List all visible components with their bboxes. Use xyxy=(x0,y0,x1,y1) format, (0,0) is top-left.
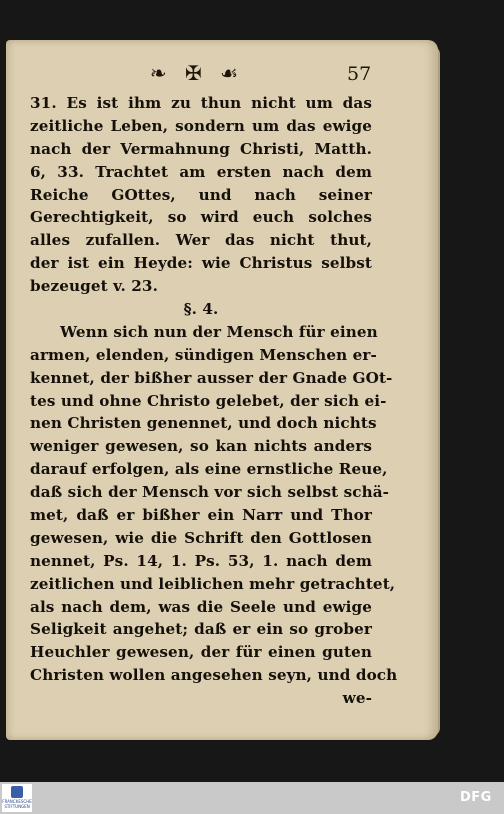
logo-mark-icon xyxy=(11,786,23,798)
catchword: we- xyxy=(342,689,372,708)
text-line: alles zufallen. Wer das nicht thut, xyxy=(30,231,372,250)
text-line: Gerechtigkeit, so wird euch solches xyxy=(30,208,372,227)
text-line: Heuchler gewesen, der für einen guten xyxy=(30,643,372,662)
text-line: armen, elenden, sündigen Menschen er- xyxy=(30,345,377,364)
text-line: nennet, Ps. 14, 1. Ps. 53, 1. nach dem xyxy=(30,551,372,570)
header-ornament: ❧ ✠ ☙ xyxy=(149,61,245,85)
text-line: 31. Es ist ihm zu thun nicht um das xyxy=(30,94,372,112)
text-line: der ist ein Heyde: wie Christus selbst xyxy=(30,254,372,273)
text-line: gewesen, wie die Schrift den Gottlosen xyxy=(30,528,372,547)
text-line: Wenn sich nun der Mensch für einen xyxy=(60,322,378,341)
text-line: met, daß er bißher ein Narr und Thor xyxy=(30,506,372,525)
section-heading: §. 4. xyxy=(183,300,219,319)
text-line: zeitlichen und leiblichen mehr getrachtet, xyxy=(30,574,396,593)
text-line: Christen wollen angesehen seyn, und doch xyxy=(30,666,398,685)
logo-text: FRANCKESCHE STIFTUNGEN xyxy=(2,799,32,809)
text-line: Seligkeit angehet; daß er ein so grober xyxy=(30,620,372,639)
text-line: Reiche GOttes, und nach seiner xyxy=(30,185,372,204)
text-line: als nach dem, was die Seele und ewige xyxy=(30,597,372,616)
text-line: nach der Vermahnung Christi, Matth. xyxy=(30,139,372,158)
page-text xyxy=(30,92,398,710)
text-line: kennet, der bißher ausser der Gnade GOt- xyxy=(30,368,393,387)
text-line: weniger gewesen, so kan nichts anders xyxy=(30,437,372,456)
text-line: zeitliche Leben, sondern um das ewige xyxy=(30,116,372,135)
text-line: daß sich der Mensch vor sich selbst schä- xyxy=(30,483,390,502)
page-number: 57 xyxy=(347,63,372,85)
text-line: darauf erfolgen, als eine ernstliche Reue, xyxy=(30,460,388,479)
franckesche-stiftungen-logo[interactable] xyxy=(2,784,32,812)
text-line: nen Christen genennet, und doch nichts xyxy=(30,414,377,433)
viewer-footer-bar xyxy=(0,782,504,814)
text-line: 6, 33. Trachtet am ersten nach dem xyxy=(30,162,372,181)
dfg-logo[interactable]: DFG xyxy=(460,790,492,805)
text-line: bezeuget v. 23. xyxy=(30,277,158,296)
text-line: tes und ohne Christo gelebet, der sich ei- xyxy=(30,391,387,410)
